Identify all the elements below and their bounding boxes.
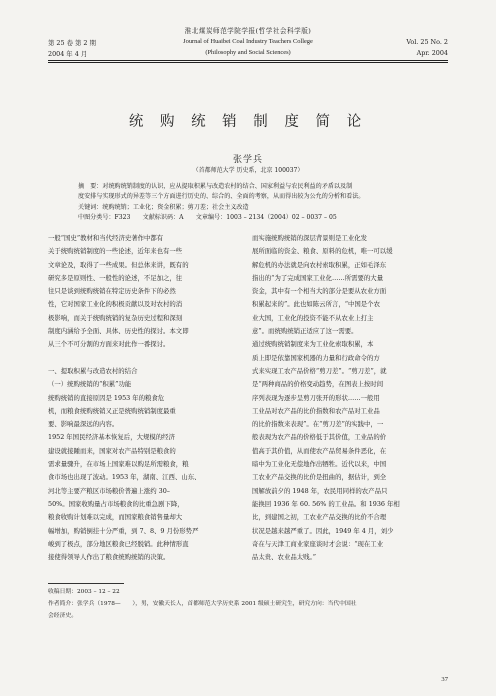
journal-name-en: Journal of Huaibei Coal Industry Teachers College xyxy=(183,38,313,45)
body-line: 展所面临的资金、粮食、原料的危机，唯一可以缓 xyxy=(252,247,393,256)
volume-en: Vol. 25 No. 2 xyxy=(406,38,448,46)
body-line: 意”。而统购统销正适应了这一需要。 xyxy=(252,327,358,336)
body-line: 幅增加，购销倒挂十分严重，到 7、8、9 月份形势严 xyxy=(48,526,199,535)
body-line: 从三个不可分割的方面来对此作一番探讨。 xyxy=(48,340,170,349)
body-line: 国解放前夕的 1948 年，农民用同样的农产品只 xyxy=(252,486,388,495)
body-line: 资金，其中有一个相当大的部分是要从农业方面 xyxy=(252,287,387,296)
abstract-line: 度安排与实现形式的异差等三个方面进行历史的、综合的、全面的考察，从而得出较为公允的分析和看法。 xyxy=(78,193,365,201)
body-line: 比，到建国之初，工农业产品交换的比价不合理 xyxy=(252,513,387,522)
footnote-rule xyxy=(48,583,124,584)
body-line: 一、提取积累与改造农村的结合 xyxy=(48,366,138,375)
footnote-line: 会经济史。 xyxy=(48,613,77,619)
body-line: 1952 年国民经济基本恢复后，大规模的经济 xyxy=(48,433,175,442)
body-line: 研究多是原则性、一般性的论述，不足加之，往 xyxy=(48,273,183,282)
date-en: Apr. 2004 xyxy=(416,49,448,57)
body-column-left xyxy=(48,232,244,564)
body-line: 而实施统购统销的深层背景则是工业化发 xyxy=(252,234,368,242)
body-line: 暗中为工业化无偿地作出牺牲。近代以来，中国 xyxy=(252,460,387,469)
body-line: 积累起来的”。此也如陈云所言，“中国是个农 xyxy=(252,300,380,309)
body-line: 河北等主要产粮区市场粮价普遍上涨约 30– xyxy=(48,486,170,495)
body-line: 粮食收购计划难以完成，而国家粮食销售量却大 xyxy=(48,513,183,522)
body-line: 建设就接踵而来，国家对农产品特别是粮食的 xyxy=(48,446,176,455)
body-line: 通过统购统销制度来为工业化索取积累，本 xyxy=(252,340,374,349)
article-author: 张学兵 xyxy=(232,155,263,165)
body-line: 制度内涵给予全面、具体、历史性的探讨。本文即 xyxy=(48,327,189,336)
body-line: 业大国，工业化的投资不能不从农业上打主 xyxy=(252,313,374,322)
date-cn: 2004 年 4 月 xyxy=(48,50,88,58)
footnote-line: 作者简介：张学兵（1978— ），男，安徽天长人，首都师范大学历史系 2001 级硕士研究生，研究方向：当代中国社 xyxy=(48,601,357,607)
body-line: 指出的“为了完成国家工业化……所需要的大量 xyxy=(252,273,384,282)
keywords: 关键词：统购统销；工业化；资金积累；剪刀差；社会主义改造 xyxy=(78,203,249,211)
body-line: 的比价指数来表现”。在“剪刀差”的实践中，一 xyxy=(252,420,384,429)
body-line: 往只是谈到统购统销在特定历史条件下的必然 xyxy=(48,287,176,296)
body-line: 50%。国家收购量占市场粮食的比重急剧下降， xyxy=(48,499,184,508)
body-line: 品太贵、农业品太贱。” xyxy=(252,553,316,562)
body-line: 一般“国史”教材和当代经济史著作中都有 xyxy=(48,234,164,242)
body-line: 统购统销的直接原因是 1953 年的粮食危 xyxy=(48,393,165,402)
body-line: 文章论及，取得了一些成果。但总体来讲，既有的 xyxy=(48,260,189,269)
abstract-line: 摘 要：对统购统销制度的认识，应从提取积累与改造农村的结合、国家利益与农民利益的矛盾以及制 xyxy=(78,183,353,190)
body-line: 状况是越来越严重了。因此，1949 年 4 月，刘少 xyxy=(252,526,394,535)
body-line: 机，而粮食统购统销又正是统购统销制度最重 xyxy=(48,406,176,415)
header-rule-bottom xyxy=(48,62,448,63)
abstract-block xyxy=(78,182,422,224)
body-line: 般表现为农产品的价格低于其价值，工业品的价 xyxy=(252,433,387,442)
journal-subtitle-en: (Philosophy and Social Sciences) xyxy=(205,49,291,56)
volume-cn: 第 25 卷 第 2 期 xyxy=(48,39,96,47)
body-line: 序列表现为逐步呈剪刀张开的形状……一般用 xyxy=(252,393,380,402)
article-title: 统 购 统 销 制 度 简 论 xyxy=(128,114,368,130)
footnote-block xyxy=(48,586,448,622)
body-line: 质上即是依靠国家机器的力量和行政命令的方 xyxy=(252,353,380,362)
body-line: 值高于其价值，从而使农产品贸易条件恶化，在 xyxy=(252,446,387,455)
body-line: 峻到了极点，部分地区粮食已经脱销。此种情形直 xyxy=(48,539,189,548)
body-line: 解危机的办法就是向农村索取积累，正如毛泽东 xyxy=(252,260,387,269)
body-column-right xyxy=(252,232,448,564)
body-line xyxy=(48,352,244,365)
body-line: 接使得领导人作出了粮食统购统销的决策。 xyxy=(48,553,170,562)
journal-name: 淮北煤炭师范学院学报(哲学社会科学版) xyxy=(184,27,312,35)
body-line: 关于统购统销制度的一些论述，近年来也有一些 xyxy=(48,247,183,256)
body-line: 式来实现工农产品价格“剪刀差”。“剪刀差”，就 xyxy=(252,366,387,375)
body-line: 食市场也出现了波动。1953 年，湖南、江西、山东、 xyxy=(48,473,201,482)
body-line: 工业品对农产品的比价指数和农产品对工业品 xyxy=(252,406,380,415)
body-line: 工农业产品交换的比价是扭曲的，据估计，到全 xyxy=(252,473,387,482)
footnote-line: 收稿日期：2003 – 12 – 22 xyxy=(48,589,120,595)
body-line: 奇在与天津工商业家座谈时才会说：“现在工业 xyxy=(252,539,384,548)
author-affiliation: （首都师范大学 历史系，北京 100037） xyxy=(192,167,304,174)
body-line: 需求量骤升，在市场上国家难以购足所需粮食，粮 xyxy=(48,460,189,469)
body-line: （一）统购统销的“积累”功能 xyxy=(48,380,132,389)
header-rule-top xyxy=(48,60,448,61)
body-line: 极影响，而关于统购统销的复杂历史过程和深刻 xyxy=(48,313,183,322)
body-line: 性，它对国家工业化的积极贡献以及对农村的消 xyxy=(48,300,183,309)
body-line: 能换回 1936 年 60. 56% 的工业品。和 1936 年相 xyxy=(252,499,400,508)
body-line: 是“两种商品的价格变动趋势，在图表上按时间 xyxy=(252,380,384,389)
body-line: 要、影响最深远的内容。 xyxy=(48,420,119,429)
classification: 中图分类号：F323 文献标识码：A 文章编号：1003 – 2134（2004）02 – 0037 – 05 xyxy=(78,214,337,222)
page-number: 37 xyxy=(441,676,448,683)
